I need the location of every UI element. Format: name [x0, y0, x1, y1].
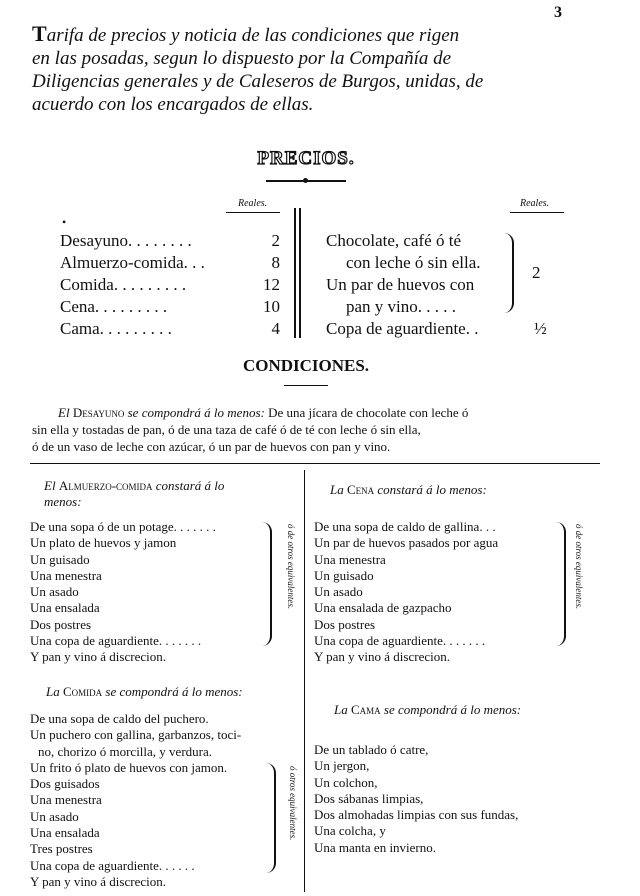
list-item: De una sopa ó de un potage. . . . . . .	[30, 519, 216, 534]
list-item: Una menestra	[30, 792, 102, 808]
price-value: 2	[271, 231, 280, 250]
comida-side-note: ó otros equivalentes.	[288, 766, 298, 841]
list-item: Un colchon,	[314, 774, 378, 790]
almuerzo-heading-b: constará á lo	[155, 478, 225, 493]
cena-heading-sc: Cena	[346, 482, 375, 497]
comida-heading	[46, 684, 243, 700]
comida-brace	[266, 763, 276, 873]
desayuno-line-2: sin ella y tostadas de pan, ó de una taza de café ó de té con leche ó sin ella,	[32, 422, 421, 437]
price-line: Chocolate, café ó té	[326, 231, 461, 250]
page-number: 3	[554, 4, 562, 21]
list-item: Y pan y vino á discrecion.	[314, 649, 450, 665]
comida-list	[30, 711, 241, 890]
list-item: Y pan y vino á discrecion.	[30, 873, 166, 889]
list-item: Un asado	[314, 584, 363, 600]
list-item: De una sopa de caldo de gallina. . .	[314, 519, 496, 534]
almuerzo-side-note: ó de otros equivalentes.	[286, 524, 296, 610]
condiciones-heading: CONDICIONES.	[242, 356, 370, 375]
comida-heading-a: La	[46, 684, 60, 699]
list-item: Un par de huevos pasados por agua	[314, 535, 499, 551]
list-item: Una colcha, y	[314, 823, 386, 839]
list-item: Una ensalada de gazpacho	[314, 600, 452, 616]
price-brace	[504, 233, 514, 313]
price-label: Comida. . . . . . . . .	[60, 275, 187, 294]
price-row	[60, 274, 280, 296]
reales-rule-right	[510, 212, 564, 213]
list-item: Una ensalada	[30, 600, 100, 616]
cama-list	[314, 742, 518, 856]
column-divider	[304, 470, 305, 892]
list-item: Un plato de huevos y jamon	[30, 535, 177, 551]
almuerzo-heading-a: El	[44, 478, 56, 493]
intro-line-4: acuerdo con los encargados de ellas.	[32, 94, 314, 115]
cena-list	[314, 519, 498, 666]
list-item: Tres postres	[30, 841, 93, 857]
cena-brace	[556, 522, 566, 646]
cama-heading-sc: Cama	[350, 702, 381, 717]
list-item: De un tablado ó catre,	[314, 742, 429, 757]
price-value: 12	[263, 275, 280, 294]
price-line: pan y vino. . . . .	[346, 297, 457, 316]
desayuno-paragraph	[32, 404, 612, 455]
price-line: con leche ó sin ella.	[346, 253, 481, 272]
list-item: Y pan y vino á discrecion.	[30, 649, 166, 665]
list-item: Dos sábanas limpias,	[314, 790, 424, 806]
desayuno-line-3: ó de un vaso de leche con azúcar, ó un par de huevos con pan y vino.	[32, 439, 391, 454]
list-item: Una menestra	[30, 567, 102, 583]
list-item: Una ensalada	[30, 825, 100, 841]
price-line: Un par de huevos con	[326, 275, 475, 294]
reales-rule-left	[226, 212, 280, 213]
list-item: Un guisado	[314, 567, 374, 583]
list-item: Una copa de aguardiente. . . . . . .	[30, 633, 202, 649]
almuerzo-list	[30, 519, 216, 666]
price-row	[60, 252, 280, 274]
list-item: Un jergon,	[314, 758, 370, 774]
intro-line-3: Diligencias generales y de Caleseros de Burgos, unidas, de	[32, 71, 484, 92]
almuerzo-brace	[262, 522, 272, 646]
list-item: Una menestra	[314, 551, 386, 567]
intro-line-1: arifa de precios y noticia de las condiciones que rigen	[46, 25, 460, 46]
list-item: Dos postres	[314, 616, 376, 632]
almuerzo-heading	[44, 478, 304, 510]
list-item: Un puchero con gallina, garbanzos, toci-	[30, 727, 242, 743]
intro-title	[32, 22, 592, 116]
list-item: Un guisado	[30, 551, 90, 567]
cena-side-note: ó de otros equivalentes.	[574, 524, 584, 610]
cena-heading-b: constará á lo menos:	[377, 482, 487, 497]
price-last-value: ½	[534, 319, 547, 338]
list-item: Un frito ó plato de huevos con jamon.	[30, 759, 228, 775]
price-list-right	[326, 230, 481, 340]
desayuno-line-1: De una jícara de chocolate con leche ó	[268, 405, 469, 420]
price-divider-left	[294, 208, 296, 338]
price-value: 8	[271, 253, 280, 272]
price-row	[60, 318, 280, 340]
list-item: no, chorizo ó morcilla, y verdura.	[38, 743, 212, 759]
cama-heading-b: se compondrá á lo menos:	[383, 702, 522, 717]
section-separator	[30, 463, 600, 464]
list-item: Una copa de aguardiente. . . . . .	[30, 857, 195, 873]
list-item: Dos guisados	[30, 776, 100, 792]
comida-heading-sc: Comida	[62, 684, 103, 699]
comida-heading-b: se compondrá á lo menos:	[105, 684, 243, 699]
intro-dropcap: T	[32, 21, 47, 46]
price-divider-right	[299, 208, 301, 338]
list-item: Una manta en invierno.	[314, 839, 437, 855]
list-item: Un asado	[30, 584, 79, 600]
marker-dot: •	[62, 215, 67, 229]
cena-heading	[330, 482, 487, 498]
price-label: Almuerzo-comida. . .	[60, 253, 205, 272]
price-row	[60, 230, 280, 252]
desayuno-lead-sc: Desayuno	[72, 405, 125, 420]
price-brace-value: 2	[532, 263, 541, 282]
price-label: Cama. . . . . . . . .	[60, 319, 172, 338]
almuerzo-heading-c: menos:	[44, 494, 82, 509]
price-row	[60, 296, 280, 318]
condiciones-ornament-rule	[284, 385, 328, 386]
reales-label-right: Reales.	[520, 198, 550, 209]
list-item: Una copa de aguardiente. . . . . . .	[314, 633, 486, 649]
desayuno-lead-2: se compondrá á lo menos:	[127, 405, 265, 420]
list-item: Dos postres	[30, 616, 92, 632]
price-label: Cena. . . . . . . . .	[60, 297, 168, 316]
price-line: Copa de aguardiente. .	[326, 319, 479, 338]
price-label: Desayuno. . . . . . . .	[60, 231, 192, 250]
list-item: Un asado	[30, 808, 79, 824]
cama-heading	[334, 702, 521, 718]
reales-label-left: Reales.	[238, 198, 268, 209]
price-value: 10	[263, 297, 280, 316]
desayuno-lead-1: El	[58, 405, 70, 420]
precios-heading: PRECIOS.	[257, 148, 355, 169]
price-value: 4	[271, 319, 280, 338]
price-list-left	[60, 230, 280, 340]
cama-heading-a: La	[334, 702, 348, 717]
almuerzo-heading-sc: Almuerzo-comida	[58, 478, 153, 493]
list-item: De una sopa de caldo del puchero.	[30, 711, 209, 726]
intro-line-2: en las posadas, segun lo dispuesto por la Compañía de	[32, 48, 452, 69]
list-item: Dos almohadas limpias con sus fundas,	[314, 807, 519, 823]
cena-heading-a: La	[330, 482, 344, 497]
precios-ornament-dot	[303, 178, 308, 183]
